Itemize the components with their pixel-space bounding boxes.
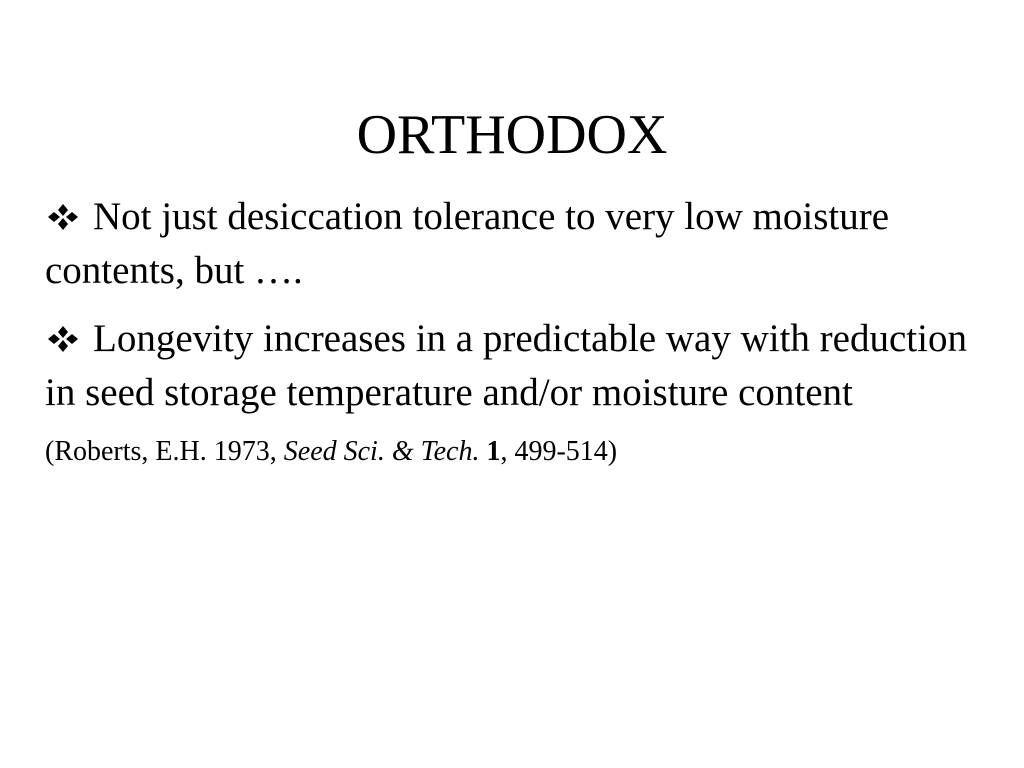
citation-volume: 1	[486, 436, 501, 467]
bullet-item	[45, 312, 985, 420]
bullet-text: Not just desiccation tolerance to very low moisture contents, but ….	[45, 195, 890, 292]
diamond-bullet-icon	[45, 203, 81, 231]
citation-journal: Seed Sci. & Tech.	[283, 436, 480, 467]
slide-title: ORTHODOX	[356, 104, 668, 166]
diamond-bullet-icon	[45, 325, 81, 353]
citation-pages: , 499-514)	[500, 436, 618, 467]
bullet-item	[45, 190, 985, 298]
bullet-text: Longevity increases in a predictable way with reduction in seed storage temperature and/or moisture content	[45, 317, 967, 414]
slide-content	[45, 190, 985, 470]
citation	[45, 434, 985, 470]
citation-author: (Roberts, E.H. 1973,	[45, 436, 284, 467]
